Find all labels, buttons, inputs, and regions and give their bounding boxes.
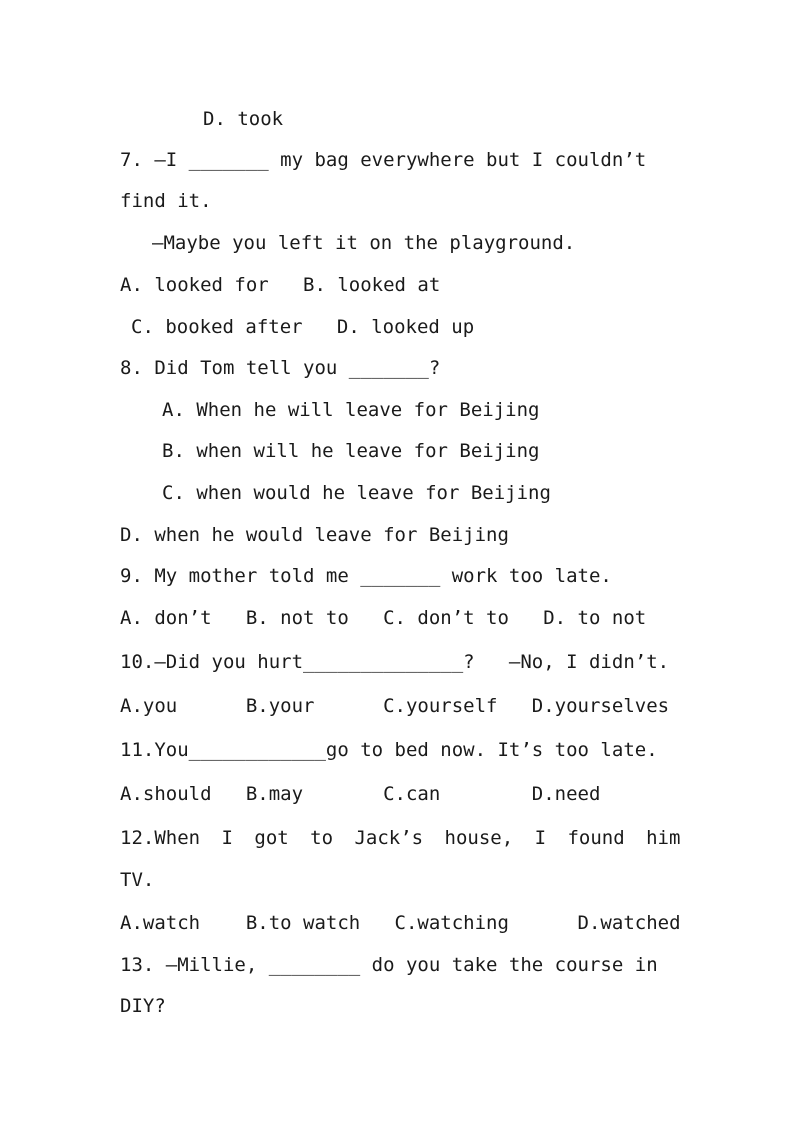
q7-options-ab: A. looked for B. looked at — [120, 274, 441, 296]
q12-options: A.watch B.to watch C.watching D.watched — [120, 912, 681, 934]
q8-option-a: A. When he will leave for Beijing — [162, 399, 540, 421]
q11-question: 11.You____________go to bed now. It’s too late. — [120, 739, 658, 761]
q7-response: —Maybe you left it on the playground. — [152, 232, 576, 254]
q8-option-c: C. when would he leave for Beijing — [162, 482, 551, 504]
q13-question-continued: DIY? — [120, 995, 166, 1017]
q8-option-b: B. when will he leave for Beijing — [162, 440, 540, 462]
q11-options: A.should B.may C.can D.need — [120, 783, 601, 805]
q12-question: 12.When I got to Jack’s house, I found him — [120, 827, 681, 849]
q9-question: 9. My mother told me _______ work too late. — [120, 565, 612, 587]
q6-option-d: D. took — [203, 108, 284, 130]
q9-options: A. don’t B. not to C. don’t to D. to not — [120, 607, 647, 629]
q12-question-continued: TV. — [120, 869, 155, 891]
q8-question: 8. Did Tom tell you _______? — [120, 357, 441, 379]
q10-question: 10.—Did you hurt______________? —No, I didn’t. — [120, 651, 670, 673]
q7-question-continued: find it. — [120, 190, 212, 212]
q13-question: 13. —Millie, ________ do you take the course in — [120, 954, 658, 976]
q10-options: A.you B.your C.yourself D.yourselves — [120, 695, 670, 717]
q7-question: 7. —I _______ my bag everywhere but I couldn’t — [120, 149, 647, 171]
q8-option-d: D. when he would leave for Beijing — [120, 524, 509, 546]
q7-options-cd: C. booked after D. looked up — [131, 316, 475, 338]
